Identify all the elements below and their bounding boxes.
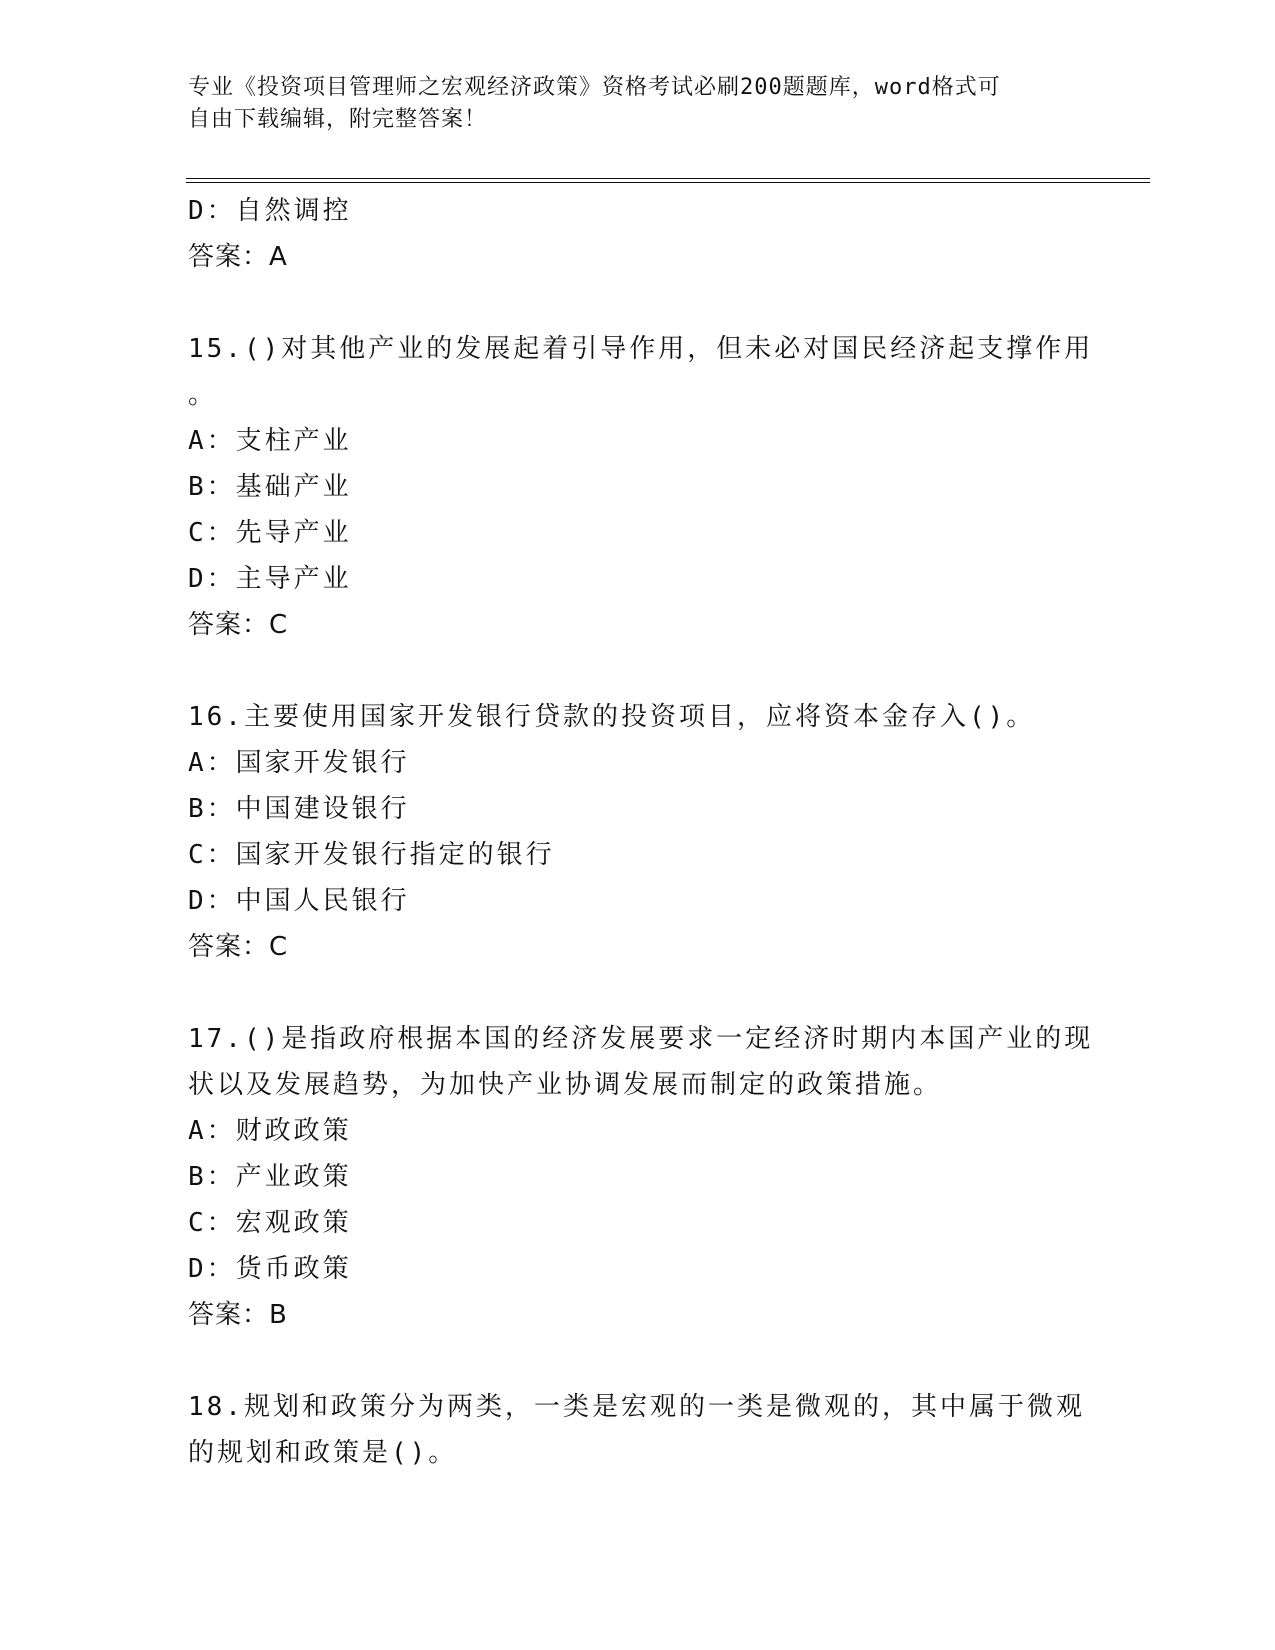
question-17-stem: 17.()是指政府根据本国的经济发展要求一定经济时期内本国产业的现 (188, 1024, 1094, 1054)
header-line-2: 自由下载编辑，附完整答案！ (188, 107, 488, 132)
question-15-option-c: C：先导产业 (188, 518, 352, 548)
question-15-option-b: B：基础产业 (188, 472, 352, 502)
option-d: D：自然调控 (188, 196, 352, 226)
question-18-stem: 18.规划和政策分为两类，一类是宏观的一类是微观的，其中属于微观 (188, 1392, 1085, 1422)
question-17-option-a: A：财政政策 (188, 1116, 352, 1146)
question-16-answer: 答案：C (188, 932, 289, 962)
question-15-option-d: D：主导产业 (188, 564, 352, 594)
question-16-option-d: D：中国人民银行 (188, 886, 410, 916)
question-16-option-c: C：国家开发银行指定的银行 (188, 840, 555, 870)
question-17-option-d: D：货币政策 (188, 1254, 352, 1284)
question-16-option-a: A：国家开发银行 (188, 748, 410, 778)
question-15-answer: 答案：C (188, 610, 289, 640)
question-17-answer: 答案：B (188, 1300, 288, 1330)
header-line-1: 专业《投资项目管理师之宏观经济政策》资格考试必刷200题题库，word格式可 (188, 75, 1001, 100)
answer-line: 答案：A (188, 242, 288, 272)
question-16-option-b: B：中国建设银行 (188, 794, 410, 824)
question-15-option-a: A：支柱产业 (188, 426, 352, 456)
question-16-stem: 16.主要使用国家开发银行贷款的投资项目，应将资本金存入()。 (188, 702, 1036, 732)
document-header (188, 72, 1068, 136)
question-17-option-c: C：宏观政策 (188, 1208, 352, 1238)
header-rule-bottom (186, 182, 1150, 183)
question-15-stem-cont: 。 (188, 380, 218, 410)
question-18-stem-cont: 的规划和政策是()。 (188, 1438, 458, 1468)
question-15-stem: 15.()对其他产业的发展起着引导作用，但未必对国民经济起支撑作用 (188, 334, 1094, 364)
question-17-option-b: B：产业政策 (188, 1162, 352, 1192)
question-list (188, 188, 1094, 1476)
question-17-stem-cont: 状以及发展趋势，为加快产业协调发展而制定的政策措施。 (188, 1070, 943, 1100)
header-rule-top (186, 178, 1150, 179)
